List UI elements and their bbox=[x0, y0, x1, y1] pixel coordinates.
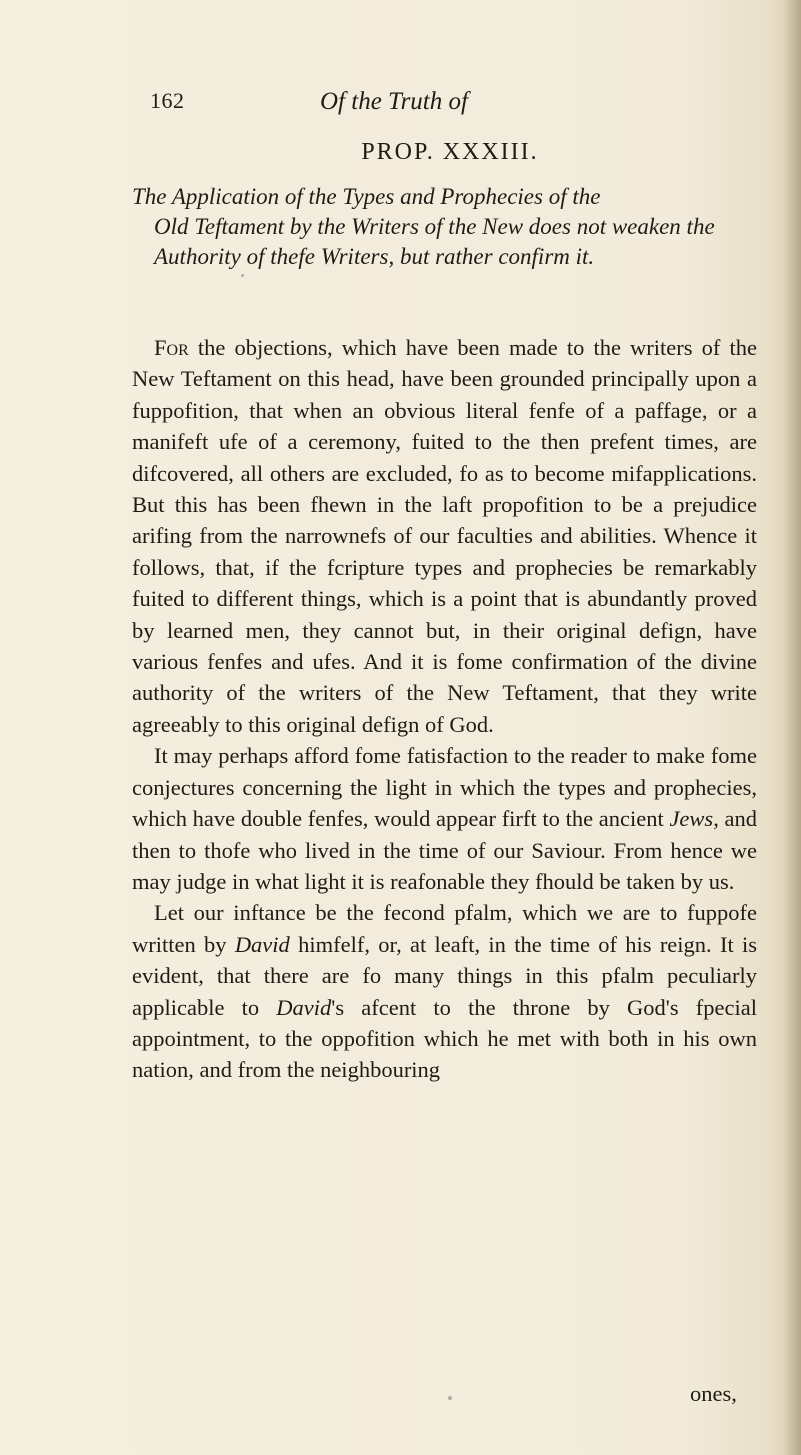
paragraph-3-text-c: 's afcent to the throne by God's fpecial appointment, to the oppofition which he met with both in his own nation, and from the neighbouring bbox=[132, 994, 757, 1083]
paragraph-2 bbox=[132, 740, 757, 897]
paragraph-3-text-a: Let our inftance be the fecond pfalm, which we are to fuppofe written by bbox=[132, 900, 757, 957]
paragraph-2-text-a: It may perhaps afford fome fatisfaction to the reader to make fome conjectures concerning the light in which the types and prophecies, which have double fenfes, would appear firft to the ancient bbox=[132, 743, 757, 832]
paragraph-3-text-b: himfelf, or, at leaft, in the time of his reign. It is evident, that there are fo many things in this pfalm peculiarly applicable to bbox=[132, 931, 758, 1020]
body-text bbox=[132, 332, 757, 1086]
paper-speck bbox=[448, 1396, 452, 1400]
running-head bbox=[150, 88, 710, 122]
paragraph-lead-word: For bbox=[154, 335, 189, 360]
paragraph-1-text: the objections, which have been made to the writers of the New Teftament on this head, have been grounded principally upon a fuppofition, that when an obvious literal fenfe of a paffage, or a manifeft ufe of a ceremony, fuited to the then prefent times, are difcovered, all others are excluded, fo as to become mifapplications. But this has been fhewn in the laft propofition to be a prejudice arifing from the narrownefs of our faculties and abilities. Whence it follows, that, if the fcripture types and prophecies be remarkably fuited to different things, which is a point that is abundantly proved by learned men, they cannot but, in their original defign, have various fenfes and ufes. And it is fome confirmation of the divine authority of the writers of the New Teftament, that they write agreeably to this original defign of God. bbox=[132, 335, 757, 737]
proposition-title-rest: Old Teftament by the Writers of the New does not weaken the Authority of thefe Writers, but rather confirm it. bbox=[154, 214, 715, 269]
proposition-title-line1: The Application of the Types and Prophecies of the bbox=[132, 184, 601, 209]
italic-jews: Jews bbox=[669, 806, 714, 832]
paragraph-2-text-b: , and then to thofe who lived in the time of our Saviour. From hence we may judge in what light it is reafonable they fhould be taken by us. bbox=[132, 806, 757, 894]
paragraph-3 bbox=[132, 897, 757, 1085]
paragraph-1 bbox=[132, 332, 757, 740]
italic-david-possessive: David bbox=[276, 994, 332, 1020]
catchword: ones, bbox=[690, 1381, 737, 1406]
page-edge-shadow bbox=[783, 0, 801, 1455]
page-number: 162 bbox=[150, 88, 185, 113]
italic-david: David bbox=[234, 931, 290, 957]
paper-speck bbox=[241, 274, 244, 277]
proposition-heading: PROP. XXXIII. bbox=[361, 139, 539, 165]
running-title: Of the Truth of bbox=[320, 88, 468, 115]
proposition-title bbox=[132, 182, 752, 272]
